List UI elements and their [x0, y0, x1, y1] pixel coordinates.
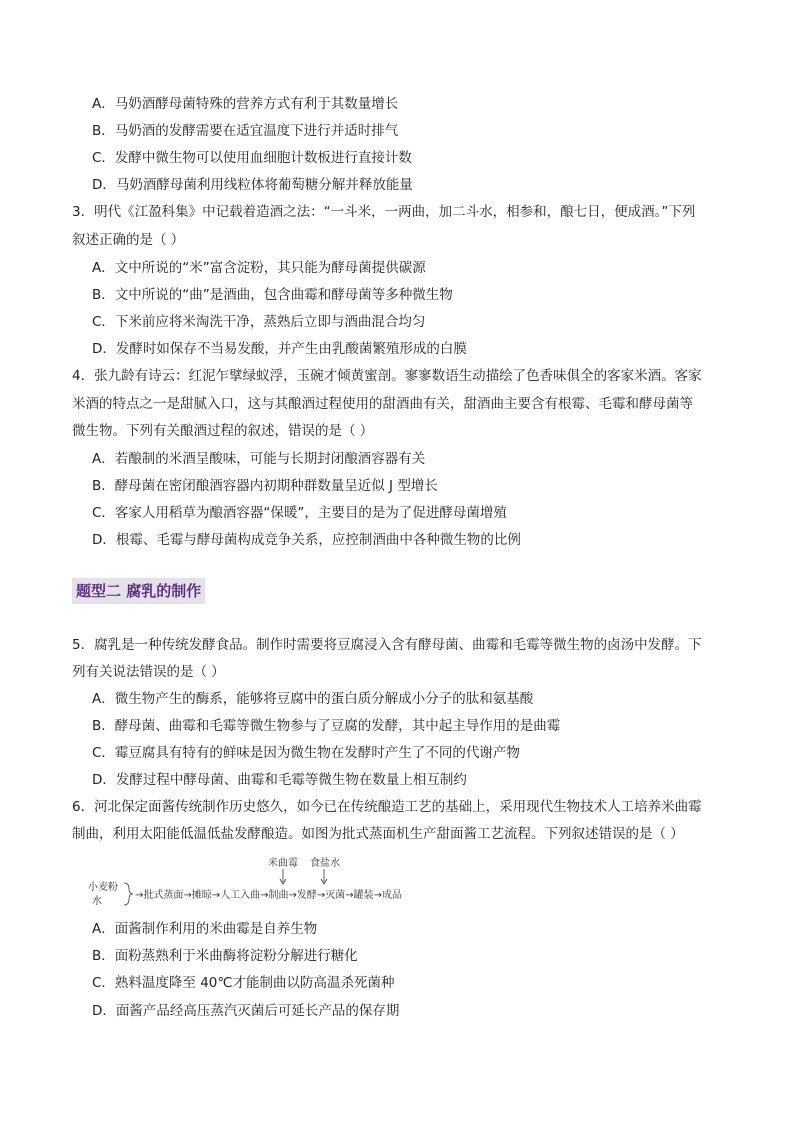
- q4-option-b: B．酵母菌在密闭酿酒容器内初期种群数量呈近似 J 型增长: [92, 478, 438, 494]
- q3-option-b: B．文中所说的“曲”是酒曲，包含曲霉和酵母菌等多种微生物: [92, 287, 453, 303]
- q4-option-c: C．客家人用稻草为酿酒容器“保暖”，主要目的是为了促进酵母菌增殖: [92, 505, 507, 521]
- q5-option-b: B．酵母菌、曲霉和毛霉等微生物参与了豆腐的发酵，其中起主导作用的是曲霉: [92, 718, 561, 734]
- q6-option-a: A．面酱制作利用的米曲霉是自养生物: [92, 921, 318, 937]
- q5-option-a: A．微生物产生的酶系，能够将豆腐中的蛋白质分解成小分子的肽和氨基酸: [92, 691, 534, 707]
- q6-stem-line2: 制曲，利用太阳能低温低盐发酵酿造。如图为批式蒸面机生产甜面酱工艺流程。下列叙述错误的是（ ）: [72, 826, 684, 842]
- flow-add-rice-koji: 米曲霉: [268, 858, 298, 869]
- q4-option-a: A．若酿制的米酒呈酸味，可能与长期封闭酿酒容器有关: [92, 451, 426, 467]
- flow-process-chain: →批式蒸面→摊晾→人工入曲→制曲→发酵→灭菌→罐装→成品: [135, 890, 403, 901]
- q2-option-b: B．马奶酒的发酵需要在适宜温度下进行并适时排气: [92, 123, 399, 139]
- q3-stem-line2: 叙述正确的是（ ）: [72, 232, 185, 248]
- q5-stem-line2: 列有关说法错误的是（ ）: [72, 664, 225, 680]
- q3-option-a: A．文中所说的“米”富含淀粉，其只能为酵母菌提供碳源: [92, 260, 426, 276]
- q6-stem-line1: 6．河北保定面酱传统制作历史悠久，如今已在传统酿造工艺的基础上，采用现代生物技术人工培养米曲霉: [72, 799, 702, 815]
- q5-option-d: D．发酵过程中酵母菌、曲霉和毛霉等微生物在数量上相互制约: [92, 772, 467, 788]
- q4-stem-line3: 微生物。下列有关酿酒过程的叙述，错误的是（ ）: [72, 423, 374, 439]
- q4-stem-line1: 4．张九龄有诗云：红泥乍擘绿蚁浮，玉碗才倾黄蜜剖。寥寥数语生动描绘了色香味俱全的客家米酒。客家: [72, 368, 702, 384]
- q4-stem-line2: 米酒的特点之一是甜腻入口，这与其酿酒过程使用的甜酒曲有关，甜酒曲主要含有根霉、毛霉和酵母菌等: [72, 396, 693, 412]
- q3-option-c: C．下米前应将米淘洗干净，蒸熟后立即与酒曲混合均匀: [92, 314, 426, 330]
- q3-stem-line1: 3．明代《江盈科集》中记载着造酒之法：“一斗米，一两曲，加二斗水，相参和，酿七日，便成酒。”下列: [72, 204, 696, 220]
- flow-add-brine: 食盐水: [310, 858, 340, 869]
- process-flow-diagram: [88, 856, 468, 910]
- q3-option-d: D．发酵时如保存不当易发酸，并产生由乳酸菌繁殖形成的白膜: [92, 341, 467, 357]
- q2-option-a: A．马奶酒酵母菌特殊的营养方式有利于其数量增长: [92, 96, 399, 112]
- flow-input-water: 水: [92, 896, 102, 907]
- flow-brace: [124, 883, 133, 905]
- q2-option-c: C．发酵中微生物可以使用血细胞计数板进行直接计数: [92, 150, 412, 166]
- q6-option-b: B．面粉蒸熟利于米曲酶将淀粉分解进行糖化: [92, 948, 358, 964]
- q5-option-c: C．霉豆腐具有特有的鲜味是因为微生物在发酵时产生了不同的代谢产物: [92, 745, 520, 761]
- q6-option-c: C．熟料温度降至 40℃才能制曲以防高温杀死菌种: [92, 975, 395, 991]
- q5-stem-line1: 5．腐乳是一种传统发酵食品。制作时需要将豆腐浸入含有酵母菌、曲霉和毛霉等微生物的卤汤中发酵。下: [72, 637, 702, 653]
- flow-input-flour: 小麦粉: [88, 882, 118, 893]
- q6-option-d: D．面酱产品经高压蒸汽灭菌后可延长产品的保存期: [92, 1003, 400, 1019]
- q4-option-d: D．根霉、毛霉与酵母菌构成竞争关系，应控制酒曲中各种微生物的比例: [92, 532, 521, 548]
- q2-option-d: D．马奶酒酵母菌利用线粒体将葡萄糖分解并释放能量: [92, 177, 413, 193]
- section-heading: 题型二 腐乳的制作: [72, 578, 205, 604]
